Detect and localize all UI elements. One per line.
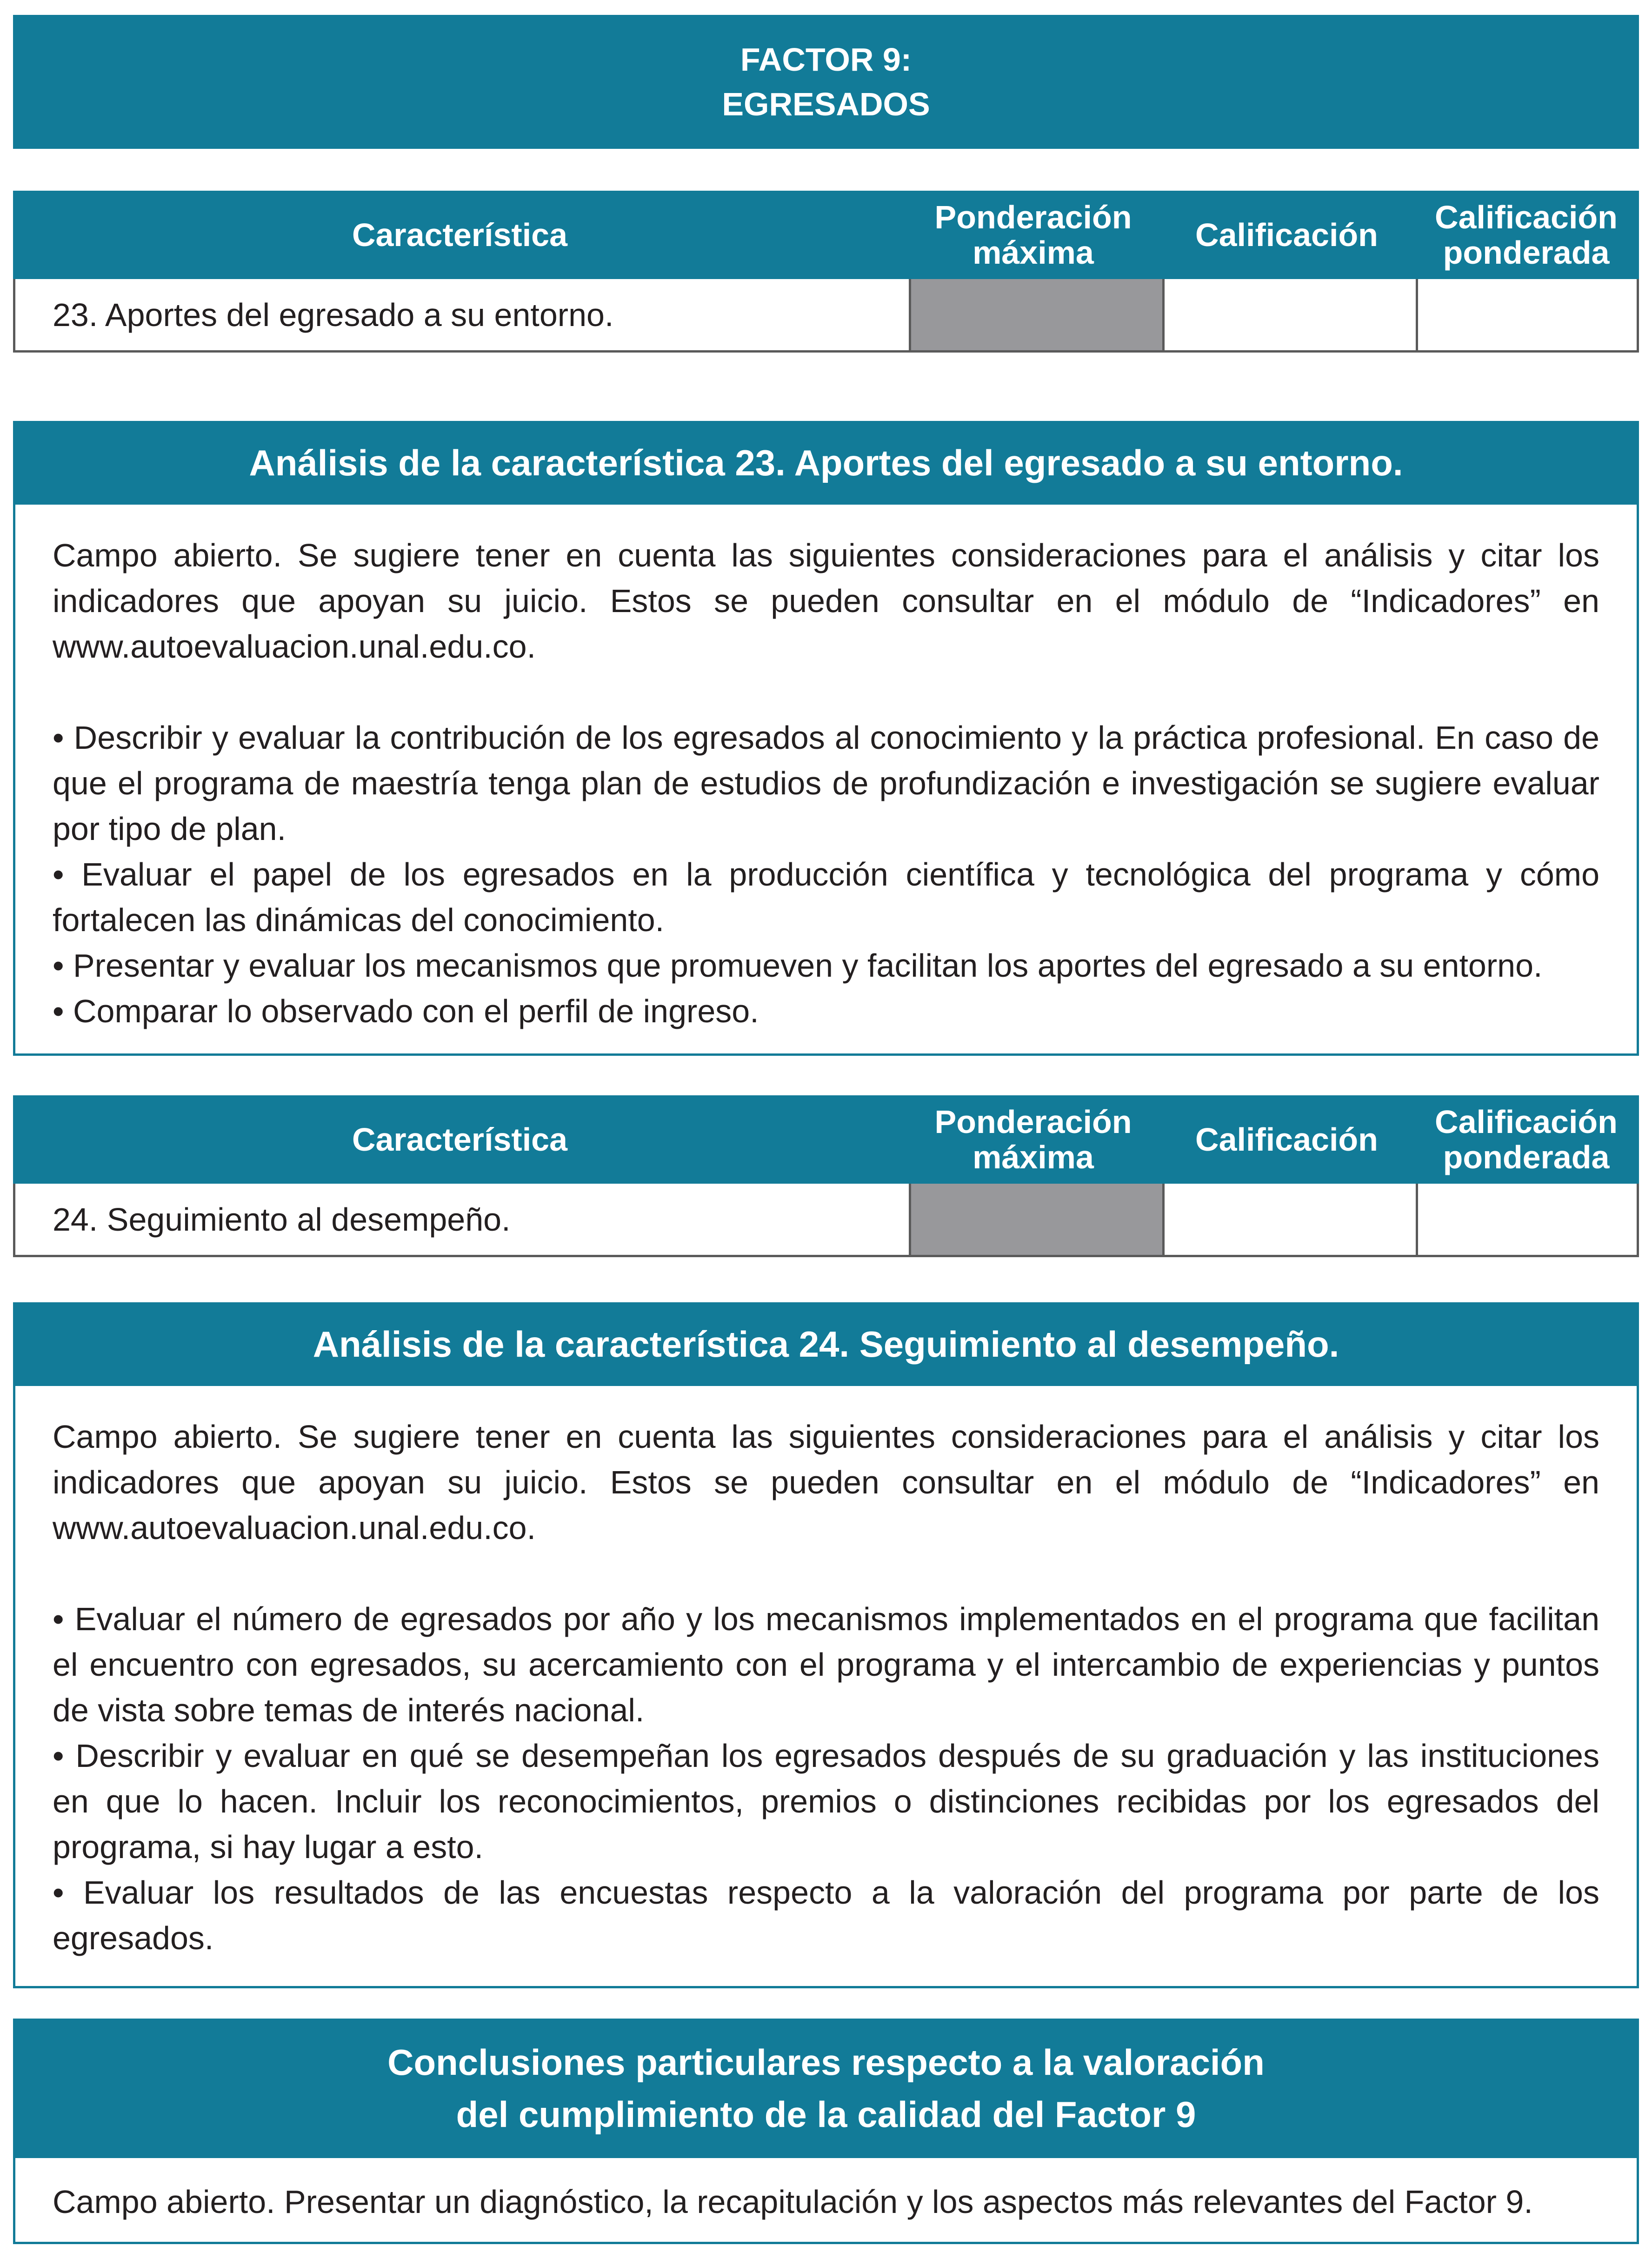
header-caracteristica: Característica: [352, 217, 568, 253]
list-item: • Comparar lo observado con el perfil de ingreso.: [53, 993, 759, 1029]
calificacion-cell[interactable]: [1162, 279, 1416, 350]
conclusions-body: [15, 2158, 1637, 2225]
analysis-24-intro: Campo abierto. Se sugiere tener en cuenta las siguientes consideraciones para el análisis y citar los indicadores que apoyan su juicio. Estos se pueden consultar en el módulo de “Indicadores” en www.autoevaluacion.unal.edu.co.: [53, 1419, 1599, 1546]
list-item: • Evaluar el papel de los egresados en la producción científica y tecnológica del programa y cómo fortalecen las dinámicas del conocimiento.: [53, 856, 1599, 938]
conclusions-box: [13, 2019, 1639, 2244]
analysis-23-box: [13, 421, 1639, 1056]
analysis-24-body: [15, 1386, 1637, 1961]
factor-number: FACTOR 9:: [740, 41, 912, 78]
table-row: [15, 279, 1637, 350]
calificacion-ponderada-cell[interactable]: [1416, 279, 1637, 350]
row-label: 24. Seguimiento al desempeño.: [53, 1201, 511, 1238]
analysis-23-title: Análisis de la característica 23. Aportes del egresado a su entorno.: [13, 421, 1639, 505]
header-calificacion: Calificación: [1195, 217, 1378, 253]
header-calificacion: Calificación: [1195, 1121, 1378, 1158]
analysis-24-box: [13, 1302, 1639, 1988]
header-ponderacion: [906, 191, 1160, 279]
header-calificacion-ponderada: [1413, 191, 1639, 279]
calificacion-cell[interactable]: [1162, 1184, 1416, 1255]
list-item: • Presentar y evaluar los mecanismos que promueven y facilitan los aportes del egresado a su entorno.: [53, 947, 1543, 984]
factor-title: EGRESADOS: [722, 86, 930, 122]
list-item: • Describir y evaluar en qué se desempeñan los egresados después de su graduación y las instituciones en que lo hacen. Incluir los reconocimientos, premios o distinciones recibidas por los egresados del programa, si hay lugar a esto.: [53, 1738, 1599, 1865]
conclusions-title-line2: del cumplimiento de la calidad del Factor 9: [456, 2094, 1196, 2135]
header-calificacion-ponderada-text: Calificación ponderada: [1435, 1104, 1618, 1175]
characteristic-24-table: [13, 1095, 1639, 1257]
header-caracteristica: Característica: [352, 1121, 568, 1158]
header-calificacion-ponderada-text: Calificación ponderada: [1435, 199, 1618, 271]
table-header: [13, 191, 1639, 279]
header-calificacion-ponderada: [1413, 1095, 1639, 1184]
header-ponderacion: [906, 1095, 1160, 1184]
conclusions-title: [13, 2019, 1639, 2158]
list-item: • Evaluar el número de egresados por año y los mecanismos implementados en el programa que facilitan el encuentro con egresados, su acercamiento con el programa y el intercambio de experiencias y puntos de vista sobre temas de interés nacional.: [53, 1601, 1599, 1728]
calificacion-ponderada-cell[interactable]: [1416, 1184, 1637, 1255]
analysis-23-intro: Campo abierto. Se sugiere tener en cuenta las siguientes consideraciones para el análisis y citar los indicadores que apoyan su juicio. Estos se pueden consultar en el módulo de “Indicadores” en www.autoevaluacion.unal.edu.co.: [53, 537, 1599, 665]
row-label: 23. Aportes del egresado a su entorno.: [53, 296, 614, 333]
ponderacion-cell: [909, 279, 1162, 350]
list-item: • Evaluar los resultados de las encuestas respecto a la valoración del programa por parte de los egresados.: [53, 1874, 1599, 1956]
analysis-24-title: Análisis de la característica 24. Seguimiento al desempeño.: [13, 1302, 1639, 1386]
characteristic-23-table: [13, 191, 1639, 353]
table-row: [15, 1184, 1637, 1255]
header-ponderacion-text: Ponderación máxima: [934, 1104, 1132, 1175]
analysis-23-body: [15, 505, 1637, 1034]
ponderacion-cell: [909, 1184, 1162, 1255]
header-ponderacion-text: Ponderación máxima: [934, 199, 1132, 271]
list-item: • Describir y evaluar la contribución de los egresados al conocimiento y la práctica profesional. En caso de que el programa de maestría tenga plan de estudios de profundización e investigación se sugiere evaluar por tipo de plan.: [53, 720, 1599, 847]
factor-banner: [13, 15, 1639, 149]
conclusions-text: Campo abierto. Presentar un diagnóstico, la recapitulación y los aspectos más relevantes del Factor 9.: [53, 2184, 1533, 2220]
table-header: [13, 1095, 1639, 1184]
conclusions-title-line1: Conclusiones particulares respecto a la valoración: [387, 2042, 1265, 2083]
